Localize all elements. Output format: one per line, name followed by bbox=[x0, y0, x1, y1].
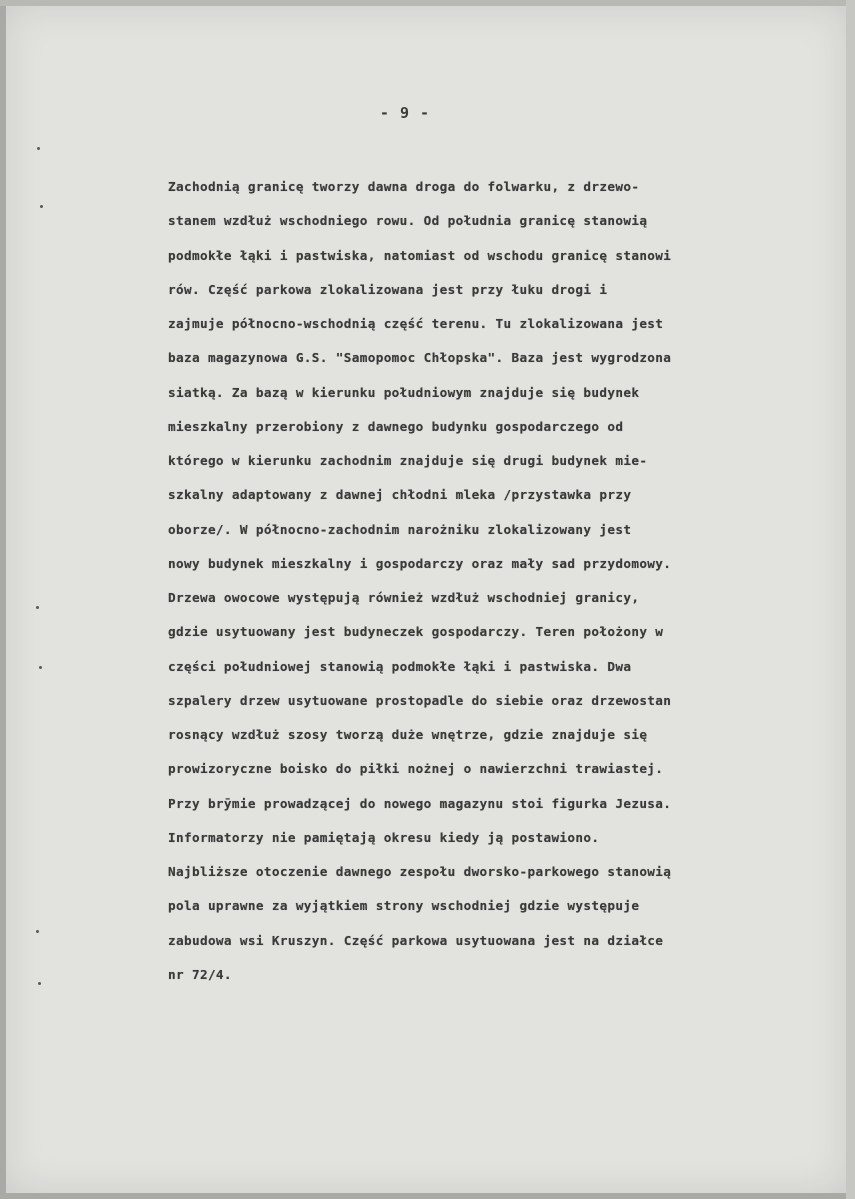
text-line: podmokłe łąki i pastwiska, natomiast od wschodu granicę stanowi bbox=[168, 247, 672, 263]
text-line: części południowej stanowią podmokłe łąki i pastwiska. Dwa bbox=[168, 658, 632, 674]
text-line: stanem wzdłuż wschodniego rowu. Od południa granicę stanowią bbox=[168, 213, 648, 229]
scan-speck bbox=[36, 606, 39, 609]
text-line: zabudowa wsi Kruszyn. Część parkowa usytuowana jest na działce bbox=[168, 932, 664, 948]
text-line: Najbliższe otoczenie dawnego zespołu dworsko-parkowego stanowią bbox=[168, 864, 672, 879]
text-line: którego w kierunku zachodnim znajduje się drugi budynek mie- bbox=[168, 453, 648, 468]
scan-right-edge bbox=[846, 0, 855, 1199]
text-line: gdzie usytuowany jest budyneczek gospodarczy. Teren położony w bbox=[168, 624, 664, 640]
text-line: prowizoryczne boisko do piłki nożnej o nawierzchni trawiastej. bbox=[168, 761, 664, 777]
text-line: Informatorzy nie pamiętają okresu kiedy ją postawiono. bbox=[168, 829, 600, 845]
scan-speck bbox=[39, 666, 42, 669]
text-line: baza magazynowa G.S. "Samopomoc Chłopska". Baza jest wygrodzona bbox=[168, 350, 672, 366]
body-text bbox=[168, 170, 838, 992]
text-line: szpalery drzew usytuowane prostopadle do siebie oraz drzewostan bbox=[168, 692, 672, 708]
text-line: Drzewa owocowe występują również wzdłuż wschodniej granicy, bbox=[168, 590, 640, 605]
text-line: Przy brӯmie prowadzącej do nowego magazynu stoi figurka Jezusa. bbox=[168, 795, 672, 811]
scan-speck bbox=[40, 205, 43, 208]
scan-speck bbox=[37, 147, 40, 150]
text-line: Zachodnią granicę tworzy dawna droga do folwarku, z drzewo- bbox=[168, 179, 640, 194]
text-line: rów. Część parkowa zlokalizowana jest przy łuku drogi i bbox=[168, 281, 608, 297]
scan-speck bbox=[38, 982, 41, 985]
text-line: szkalny adaptowany z dawnej chłodni mleka /przystawka przy bbox=[168, 487, 632, 503]
text-line: mieszkalny przerobiony z dawnego budynku gospodarczego od bbox=[168, 418, 624, 434]
text-line: siatką. Za bazą w kierunku południowym znajduje się budynek bbox=[168, 384, 640, 400]
scan-speck bbox=[36, 930, 39, 933]
text-line: rosnący wzdłuż szosy tworzą duże wnętrze, gdzie znajduje się bbox=[168, 727, 648, 742]
text-line: nr 72/4. bbox=[168, 966, 232, 982]
page-number: - 9 - bbox=[379, 104, 431, 122]
text-line: oborze/. W północno-zachodnim narożniku zlokalizowany jest bbox=[168, 521, 632, 537]
text-line: pola uprawne za wyjątkiem strony wschodniej gdzie występuje bbox=[168, 898, 640, 914]
text-line: nowy budynek mieszkalny i gospodarczy oraz mały sad przydomowy. bbox=[168, 555, 672, 571]
text-line: zajmuje północno-wschodnią część terenu. Tu zlokalizowana jest bbox=[168, 316, 664, 331]
